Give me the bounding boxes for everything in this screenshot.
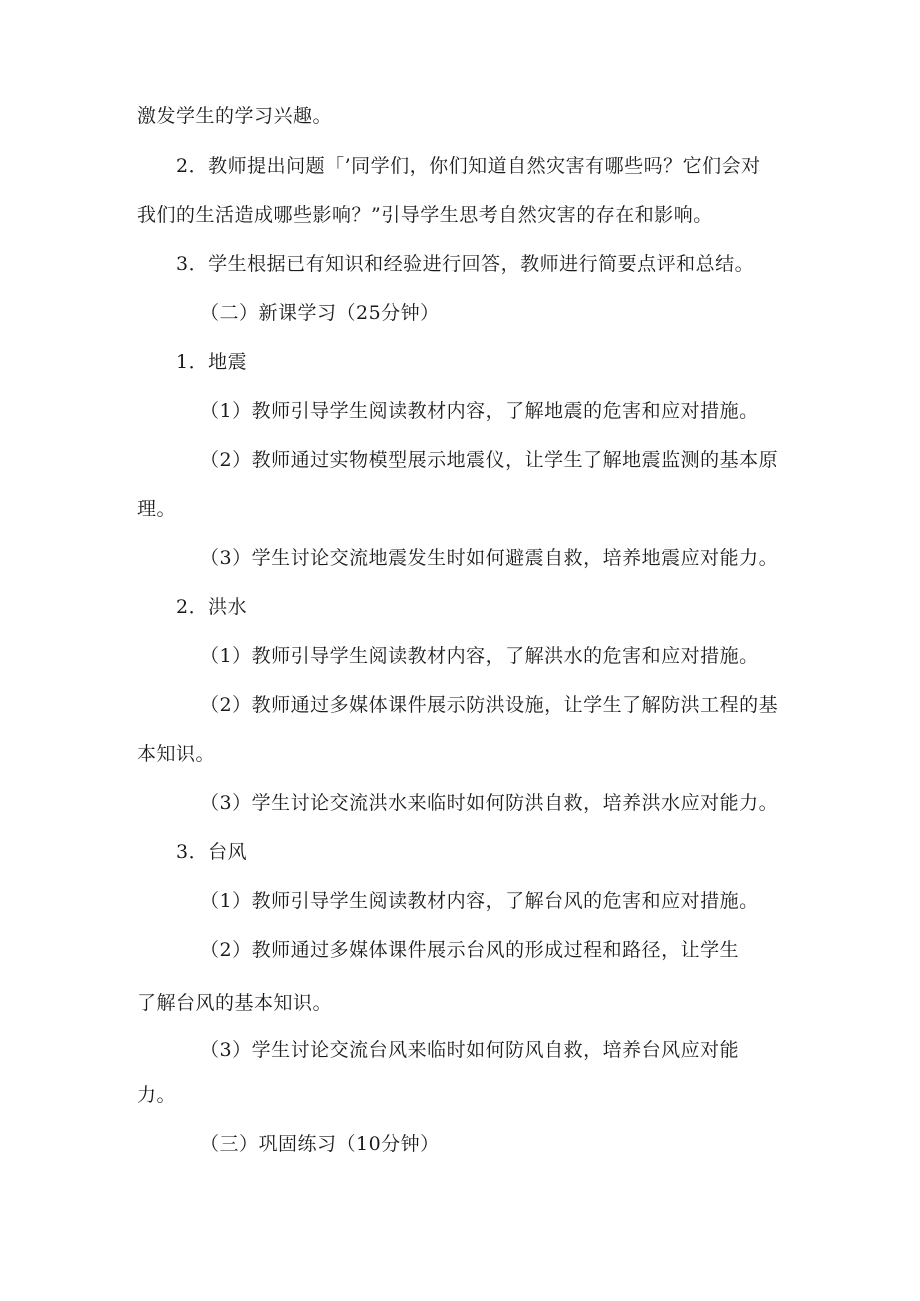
text-line: 本知识。: [137, 743, 216, 765]
text-line: （3）学生讨论交流洪水来临时如何防洪自救，培养洪水应对能力。: [200, 792, 779, 814]
text-line: （2）教师通过多媒体课件展示防洪设施，让学生了解防洪工程的基: [200, 694, 779, 716]
text-line: 2．教师提出问题「’同学们，你们知道自然灾害有哪些吗？它们会对: [176, 155, 761, 177]
text-line: （3）学生讨论交流台风来临时如何防风自救，培养台风应对能: [200, 1039, 740, 1061]
text-line: （2）教师通过多媒体课件展示台风的形成过程和路径，让学生: [200, 939, 740, 961]
text-line: （1）教师引导学生阅读教材内容，了解洪水的危害和应对措施。: [200, 645, 759, 667]
section-heading: （二）新课学习（25分钟）: [200, 302, 440, 324]
text-line: 激发学生的学习兴趣。: [137, 105, 333, 127]
text-line: 理。: [137, 498, 177, 520]
text-line: 力。: [137, 1084, 177, 1106]
text-line: （1）教师引导学生阅读教材内容，了解台风的危害和应对措施。: [200, 890, 759, 912]
subsection-heading: 3．台风: [176, 841, 248, 863]
text-line: 了解台风的基本知识。: [137, 992, 333, 1014]
subsection-heading: 2．洪水: [176, 596, 248, 618]
section-heading: （三）巩固练习（10分钟）: [200, 1133, 440, 1155]
text-line: （3）学生讨论交流地震发生时如何避震自救，培养地震应对能力。: [200, 547, 779, 569]
text-line: 我们的生活造成哪些影响？”引导学生思考自然灾害的存在和影响。: [137, 204, 713, 226]
subsection-heading: 1．地震: [176, 351, 248, 373]
text-line: （1）教师引导学生阅读教材内容，了解地震的危害和应对措施。: [200, 400, 759, 422]
text-line: 3．学生根据已有知识和经验进行回答，教师进行简要点评和总结。: [176, 253, 755, 275]
text-line: （2）教师通过实物模型展示地震仪，让学生了解地震监测的基本原: [200, 449, 779, 471]
